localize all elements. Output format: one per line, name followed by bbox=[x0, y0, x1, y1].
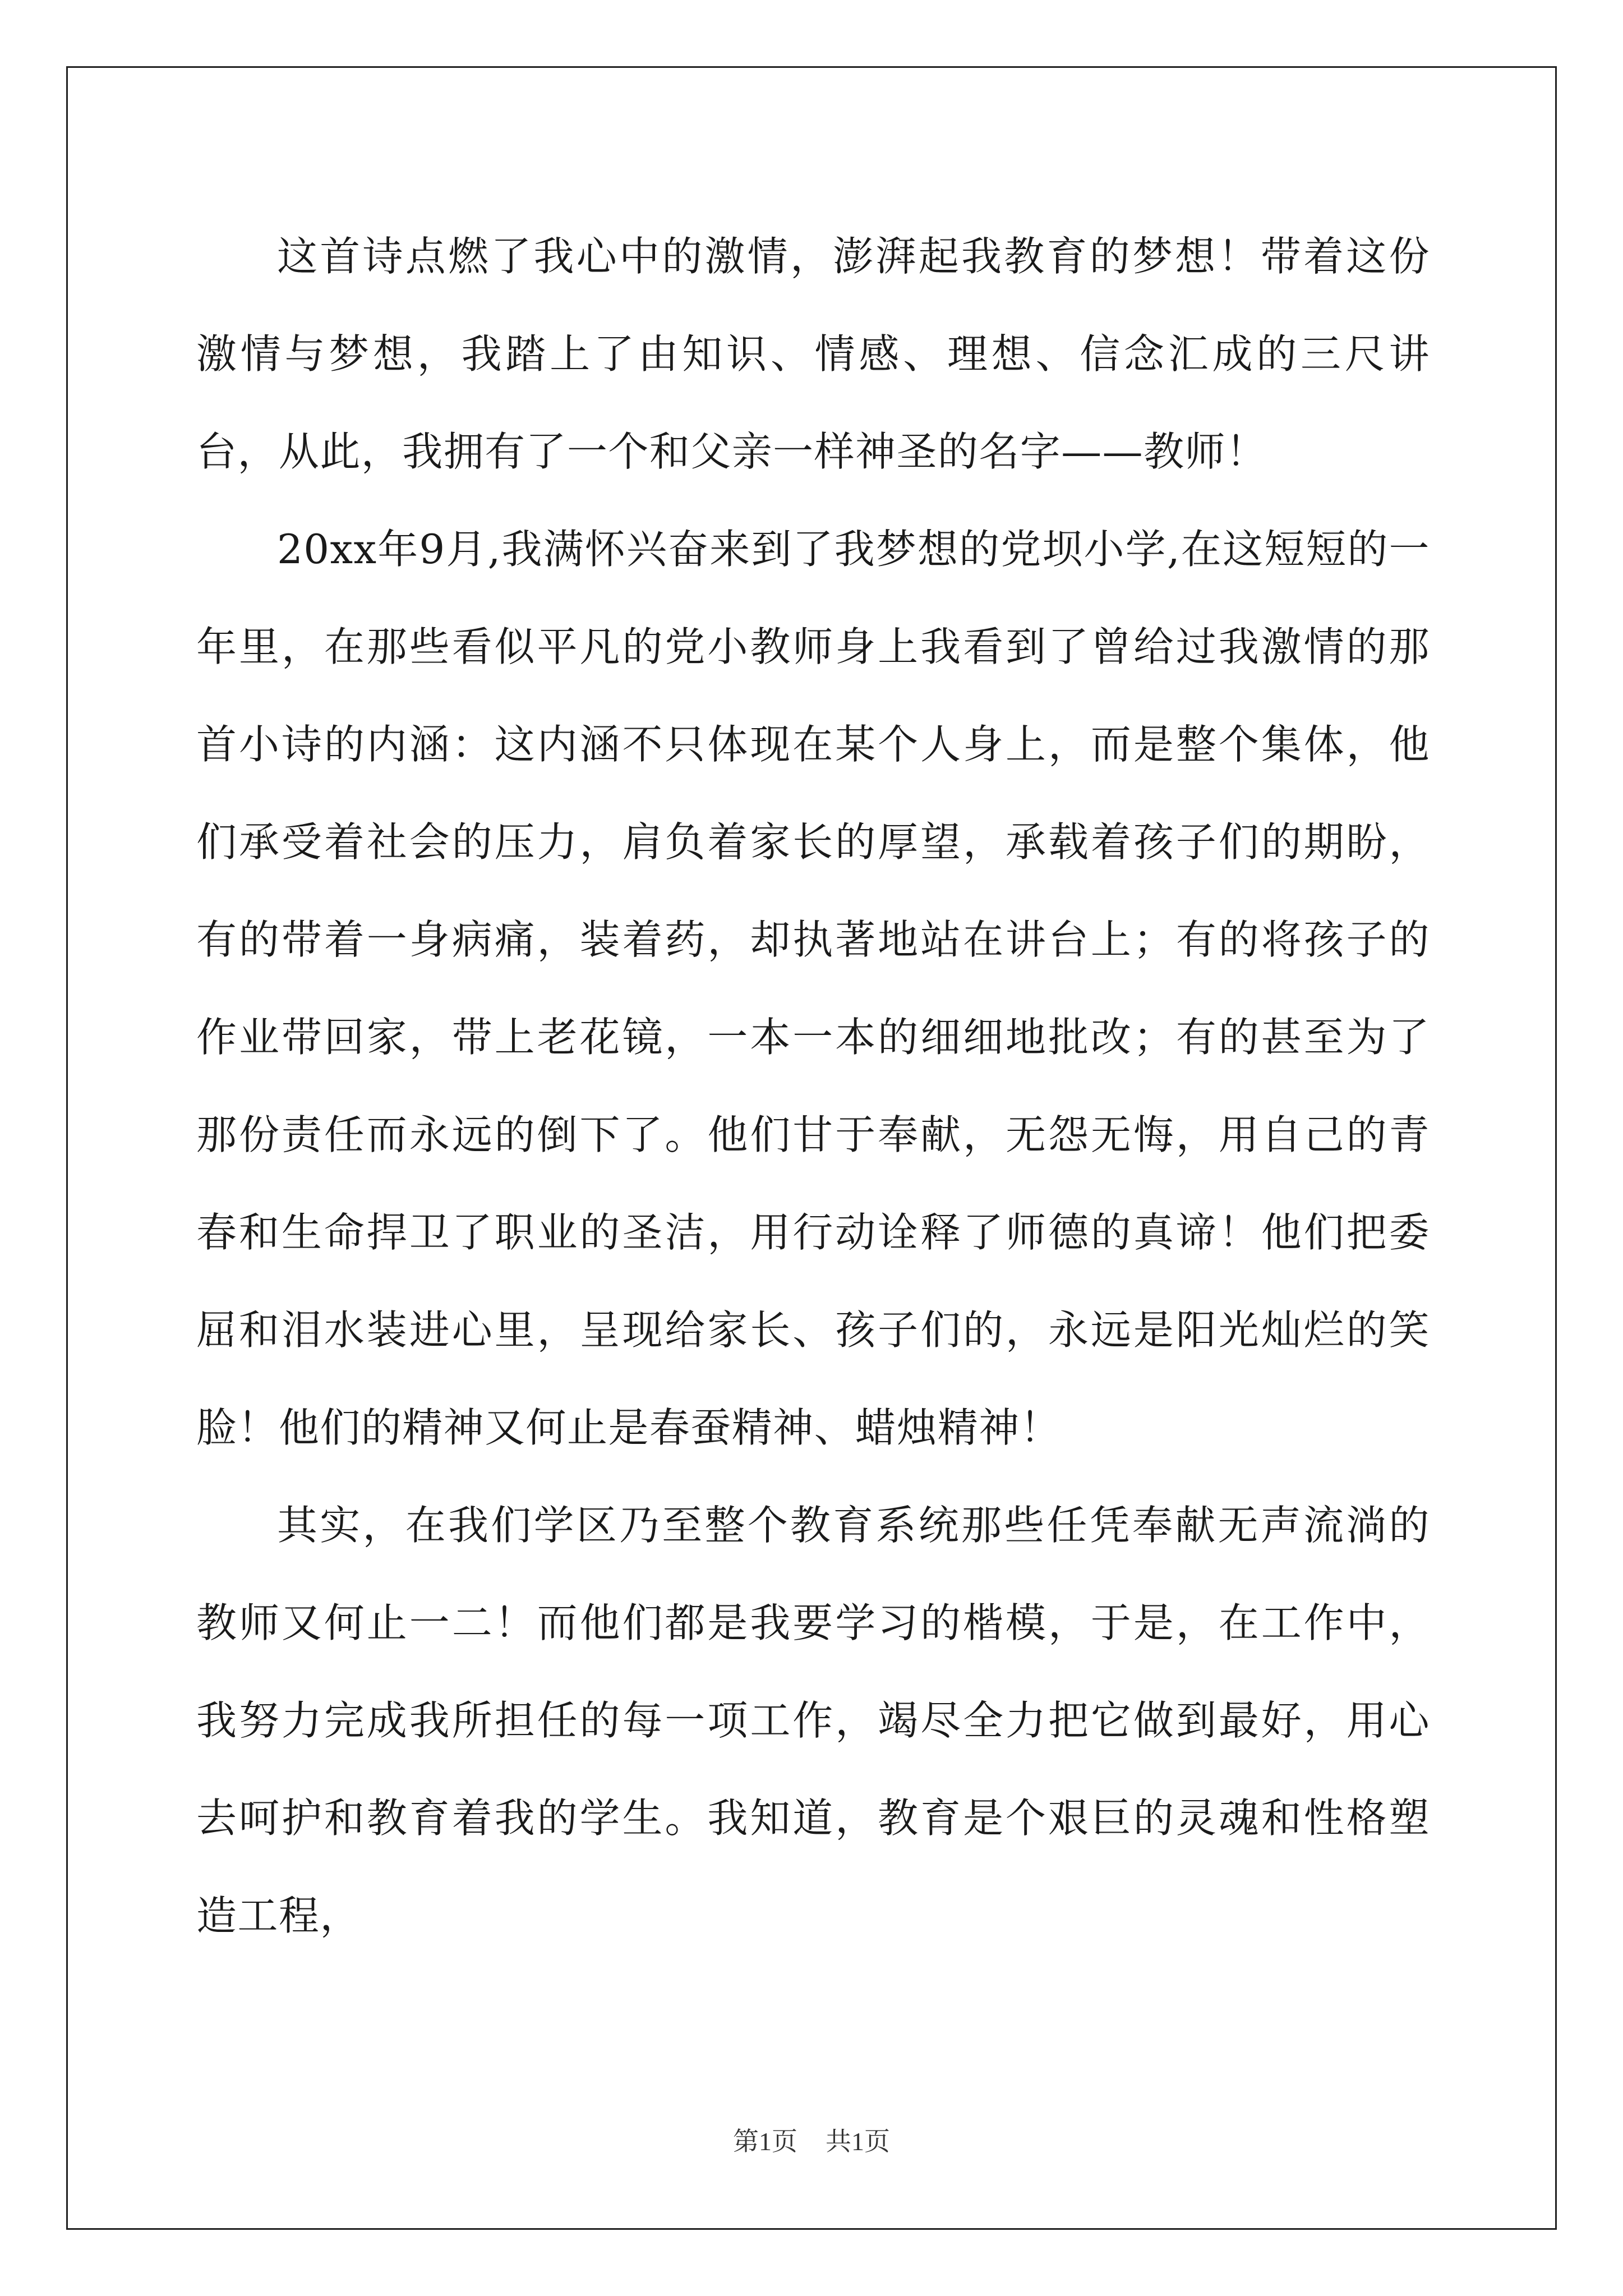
paragraph-2: 20xx年9月,我满怀兴奋来到了我梦想的党坝小学,在这短短的一年里，在那些看似平凡的党小教师身上我看到了曾给过我激情的那首小诗的内涵：这内涵不只体现在某个人身上，而是整个集体，他们承受着社会的压力，肩负着家长的厚望，承载着孩子们的期盼，有的带着一身病痛，装着药，却执著地站在讲台上；有的将孩子的作业带回家，带上老花镜，一本一本的细细地批改；有的甚至为了那份责任而永远的倒下了。他们甘于奉献，无怨无悔，用自己的青春和生命捍卫了职业的圣洁，用行动诠释了师德的真谛！他们把委屈和泪水装进心里，呈现给家长、孩子们的，永远是阳光灿烂的笑脸！他们的精神又何止是春蚕精神、蜡烛精神！ bbox=[196, 526, 1430, 1451]
document-body bbox=[196, 208, 1430, 1964]
page-footer bbox=[0, 2125, 1623, 2159]
page-number-total: 共1页 bbox=[826, 2127, 890, 2156]
page-number-current: 第1页 bbox=[733, 2127, 797, 2156]
paragraph-3: 其实，在我们学区乃至整个教育系统那些任凭奉献无声流淌的教师又何止一二！而他们都是我要学习的楷模，于是，在工作中，我努力完成我所担任的每一项工作，竭尽全力把它做到最好，用心去呵护和教育着我的学生。我知道，教育是个艰巨的灵魂和性格塑造工程， bbox=[196, 1502, 1430, 1939]
paragraph-1: 这首诗点燃了我心中的激情，澎湃起我教育的梦想！带着这份激情与梦想，我踏上了由知识、情感、理想、信念汇成的三尺讲台，从此，我拥有了一个和父亲一样神圣的名字——教师！ bbox=[196, 233, 1430, 475]
